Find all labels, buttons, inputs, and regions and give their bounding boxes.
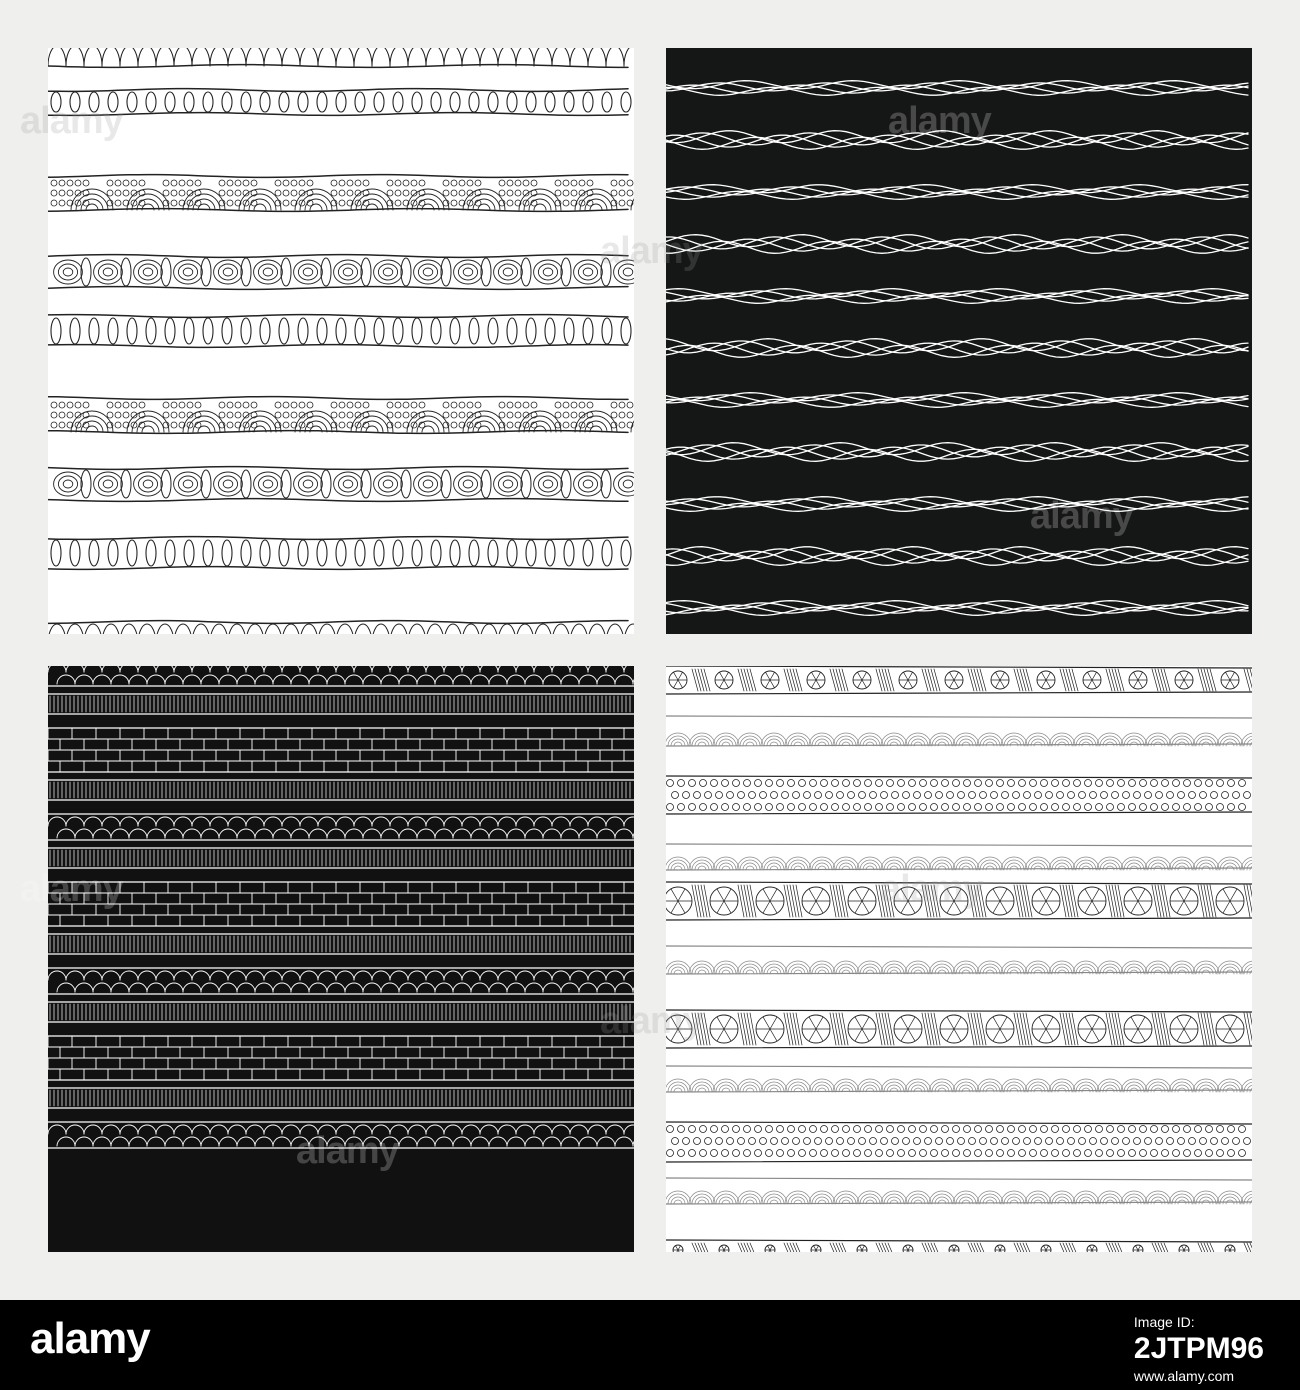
waves-stripe-pattern [666,48,1252,634]
panel-background [48,666,634,1252]
site-url: www.alamy.com [1133,1368,1235,1384]
watermark: alamy [20,100,123,142]
pattern-panel-white-doodle [666,666,1252,1252]
image-id-label: Image ID: [1133,1314,1195,1330]
bricks-stripe-pattern [48,666,634,1252]
panel-background [666,666,1252,1252]
watermark: alamy [1030,495,1133,537]
watermark: alamy [888,100,991,142]
watermark: alamy [20,868,123,910]
watermark: alamy [600,1000,703,1042]
pattern-panel-black-bricks [48,666,634,1252]
alamy-logo: alamy [30,1314,150,1363]
image-id: 2JTPM96 [1133,1332,1264,1365]
image-meta [1134,1314,1264,1384]
watermark: alamy [880,868,983,910]
footer-bar [0,1300,1300,1390]
watermark: alamy [296,1130,399,1172]
pattern-panel-black-waves [666,48,1252,634]
watermark: alamy [600,230,703,272]
doodle-stripe-pattern [666,666,1252,1252]
pattern-panel-white-ovals [48,48,634,634]
ovals-stripe-pattern [48,48,634,634]
